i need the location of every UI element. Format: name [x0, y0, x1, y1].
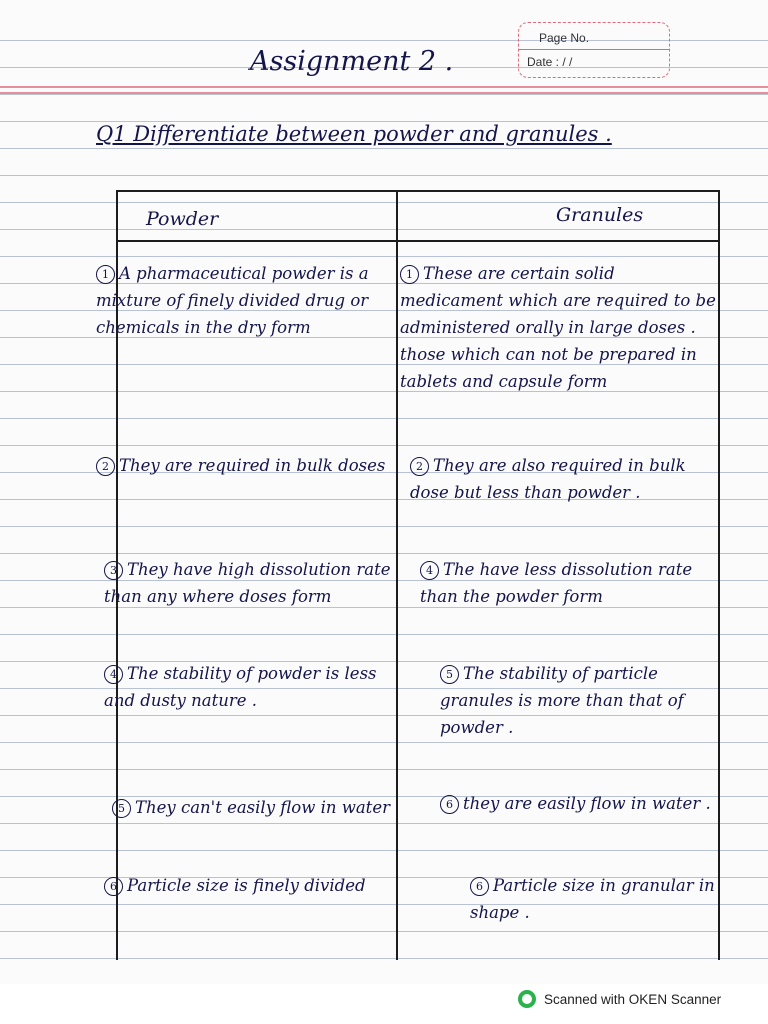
header-divider	[519, 49, 669, 50]
table-row-4-granules	[440, 660, 718, 741]
row-number-badge: 3	[104, 561, 123, 580]
row-number-badge: 2	[96, 457, 115, 476]
table-row-5-powder	[112, 794, 396, 821]
cell-text: The stability of particle granules is more than that of powder .	[440, 664, 684, 737]
table-row-2-powder	[96, 452, 396, 479]
row-number-badge: 6	[470, 877, 489, 896]
column-header-powder: Powder	[146, 208, 219, 230]
page-header-box	[518, 22, 670, 78]
cell-text: The stability of powder is less and dusty nature .	[104, 664, 377, 710]
table-row-3-powder	[104, 556, 396, 610]
cell-text: A pharmaceutical powder is a mixture of finely divided drug or chemicals in the dry form	[96, 264, 369, 337]
table-top-border	[116, 190, 720, 192]
table-row-6-granules	[470, 872, 718, 926]
table-header-divider	[116, 240, 720, 242]
table-column-divider	[396, 190, 398, 960]
column-header-granules: Granules	[556, 204, 644, 226]
assignment-title: Assignment 2 .	[250, 46, 454, 77]
scanner-watermark-text: Scanned with OKEN Scanner	[544, 991, 722, 1007]
row-number-badge: 5	[440, 665, 459, 684]
table-row-3-granules	[420, 556, 718, 610]
cell-text: They are also required in bulk dose but less than powder .	[410, 456, 686, 502]
question-heading: Q1 Differentiate between powder and granules .	[96, 122, 612, 146]
cell-text: They can't easily flow in water	[135, 798, 390, 817]
page-number-label: Page No.	[539, 31, 590, 45]
row-number-badge: 1	[96, 265, 115, 284]
table-row-1-powder	[96, 260, 396, 341]
cell-text: They have high dissolution rate than any where doses form	[104, 560, 391, 606]
table-row-2-granules	[410, 452, 718, 506]
cell-text: They are required in bulk doses	[119, 456, 386, 475]
table-row-4-powder	[104, 660, 396, 714]
row-number-badge: 5	[112, 799, 131, 818]
table-row-5-granules	[440, 790, 718, 817]
top-margin-line	[0, 86, 768, 88]
cell-text: Particle size in granular in shape .	[470, 876, 715, 922]
row-number-badge: 6	[440, 795, 459, 814]
table-right-border	[718, 190, 720, 960]
date-label: Date : / /	[527, 55, 573, 69]
oken-scanner-logo-icon	[518, 990, 536, 1008]
cell-text: they are easily flow in water .	[463, 794, 711, 813]
cell-text: The have less dissolution rate than the powder form	[420, 560, 693, 606]
table-row-1-granules	[400, 260, 718, 395]
cell-text: These are certain solid medicament which are required to be administered orally in large doses . those which can not be prepared in tablets and capsule form	[400, 264, 716, 391]
row-number-badge: 4	[104, 665, 123, 684]
row-number-badge: 6	[104, 877, 123, 896]
table-row-6-powder	[104, 872, 396, 899]
row-number-badge: 1	[400, 265, 419, 284]
row-number-badge: 2	[410, 457, 429, 476]
cell-text: Particle size is finely divided	[127, 876, 366, 895]
row-number-badge: 4	[420, 561, 439, 580]
scanner-watermark	[518, 990, 721, 1008]
top-margin-line-2	[0, 92, 768, 94]
